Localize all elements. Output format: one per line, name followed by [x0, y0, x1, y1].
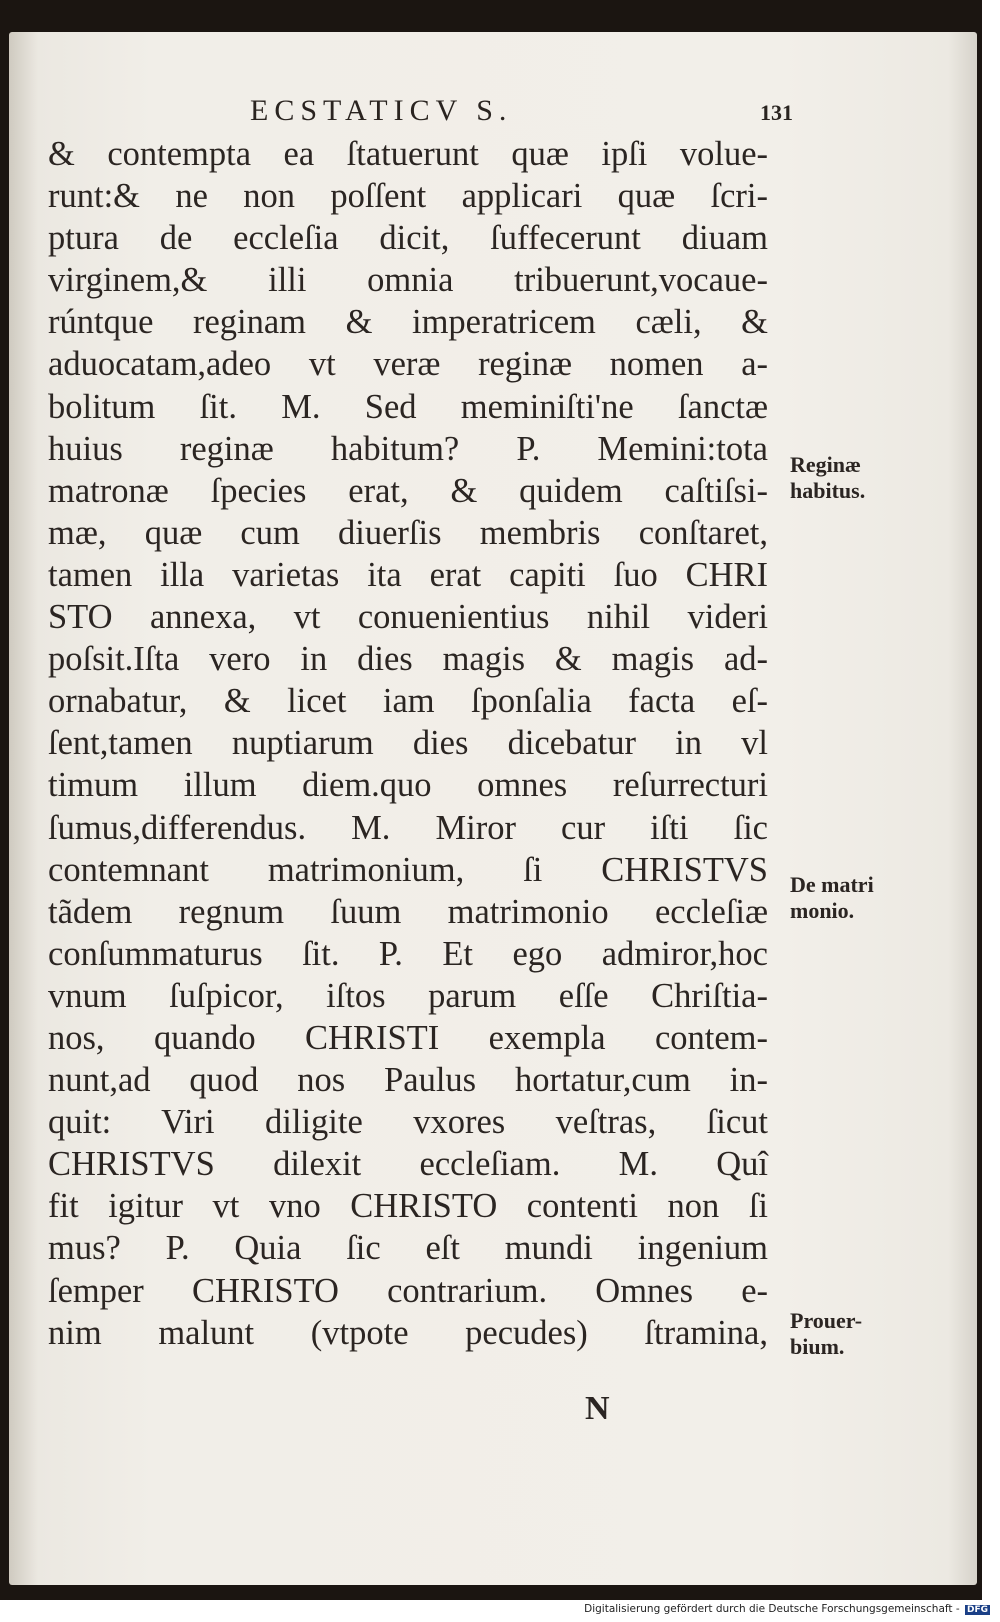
text-line: CHRISTVS dilexit eccleſiam. M. Quî [48, 1145, 768, 1184]
text-line: poſsit.Iſta vero in dies magis & magis ad- [48, 640, 768, 679]
text-line: aduocatam,adeo vt veræ reginæ nomen a- [48, 345, 768, 384]
footer-credit-text: Digitalisierung gefördert durch die Deutsche Forschungsgemeinschaft - [584, 1603, 960, 1615]
page-number: 131 [760, 100, 793, 125]
text-line: ptura de eccleſia dicit, ſuffecerunt diuam [48, 219, 768, 258]
body-text [48, 133, 768, 1354]
text-line: tamen illa varietas ita erat capiti ſuo CHRI [48, 555, 768, 594]
text-line: mæ, quæ cum diuerſis membris conſtaret, [48, 513, 768, 552]
text-line: huius reginæ habitum? P. Memini:tota [48, 429, 768, 468]
marginal-note-line: De matri [790, 872, 874, 897]
text-line: ſemper CHRISTO contrarium. Omnes e- [48, 1271, 768, 1310]
text-line: ſumus,differendus. M. Miror cur iſti ſic [48, 808, 768, 847]
marginal-note-line: Reginæ [790, 452, 861, 477]
text-line: rúntque reginam & imperatricem cæli, & [48, 303, 768, 342]
text-line: & contempta ea ſtatuerunt quæ ipſi volue- [48, 135, 768, 173]
text-line: timum illum diem.quo omnes reſurrecturi [48, 766, 768, 805]
text-line: vnum ſuſpicor, iſtos parum eſſe Chriſtia- [48, 976, 768, 1015]
marginal-note-line: bium. [790, 1334, 845, 1359]
text-line: matronæ ſpecies erat, & quidem caſtiſsi- [48, 471, 768, 510]
text-line: conſummaturus ſit. P. Et ego admiror,hoc [48, 934, 768, 973]
text-line: contemnant matrimonium, ſi CHRISTVS [48, 850, 768, 889]
text-line: bolitum ſit. M. Sed meminiſti'ne ſanctæ [48, 387, 768, 426]
signature-mark: N [585, 1390, 610, 1427]
footer-credit [584, 1603, 990, 1615]
text-line: STO annexa, vt conuenientius nihil videri [48, 598, 768, 637]
running-head: ECSTATICV S. [250, 94, 513, 127]
marginal-note-line: habitus. [790, 478, 866, 503]
text-line: quit: Viri diligite vxores veſtras, ſicut [48, 1103, 768, 1142]
text-line: fit igitur vt vno CHRISTO contenti non ſi [48, 1187, 768, 1226]
text-line: ornabatur, & licet iam ſponſalia facta eſ- [48, 682, 768, 721]
text-line: runt:& ne non poſſent applicari quæ ſcri- [48, 177, 768, 216]
text-line: nunt,ad quod nos Paulus hortatur,cum in- [48, 1061, 768, 1100]
text-line: tãdem regnum ſuum matrimonio eccleſiæ [48, 892, 768, 931]
marginal-note-line: monio. [790, 898, 855, 923]
text-line: nos, quando CHRISTI exempla contem- [48, 1018, 768, 1057]
marginal-note [790, 452, 865, 504]
text-line: mus? P. Quia ſic eſt mundi ingenium [48, 1229, 768, 1268]
text-line: virginem,& illi omnia tribuerunt,vocaue- [48, 261, 768, 300]
marginal-note-line: Prouer- [790, 1308, 863, 1333]
text-line: nim malunt (vtpote pecudes) ſtramina, [48, 1313, 768, 1352]
marginal-note [790, 872, 874, 924]
text-line: ſent,tamen nuptiarum dies dicebatur in vl [48, 724, 768, 763]
marginal-note [790, 1308, 862, 1360]
dfg-logo: DFG [966, 1605, 988, 1615]
